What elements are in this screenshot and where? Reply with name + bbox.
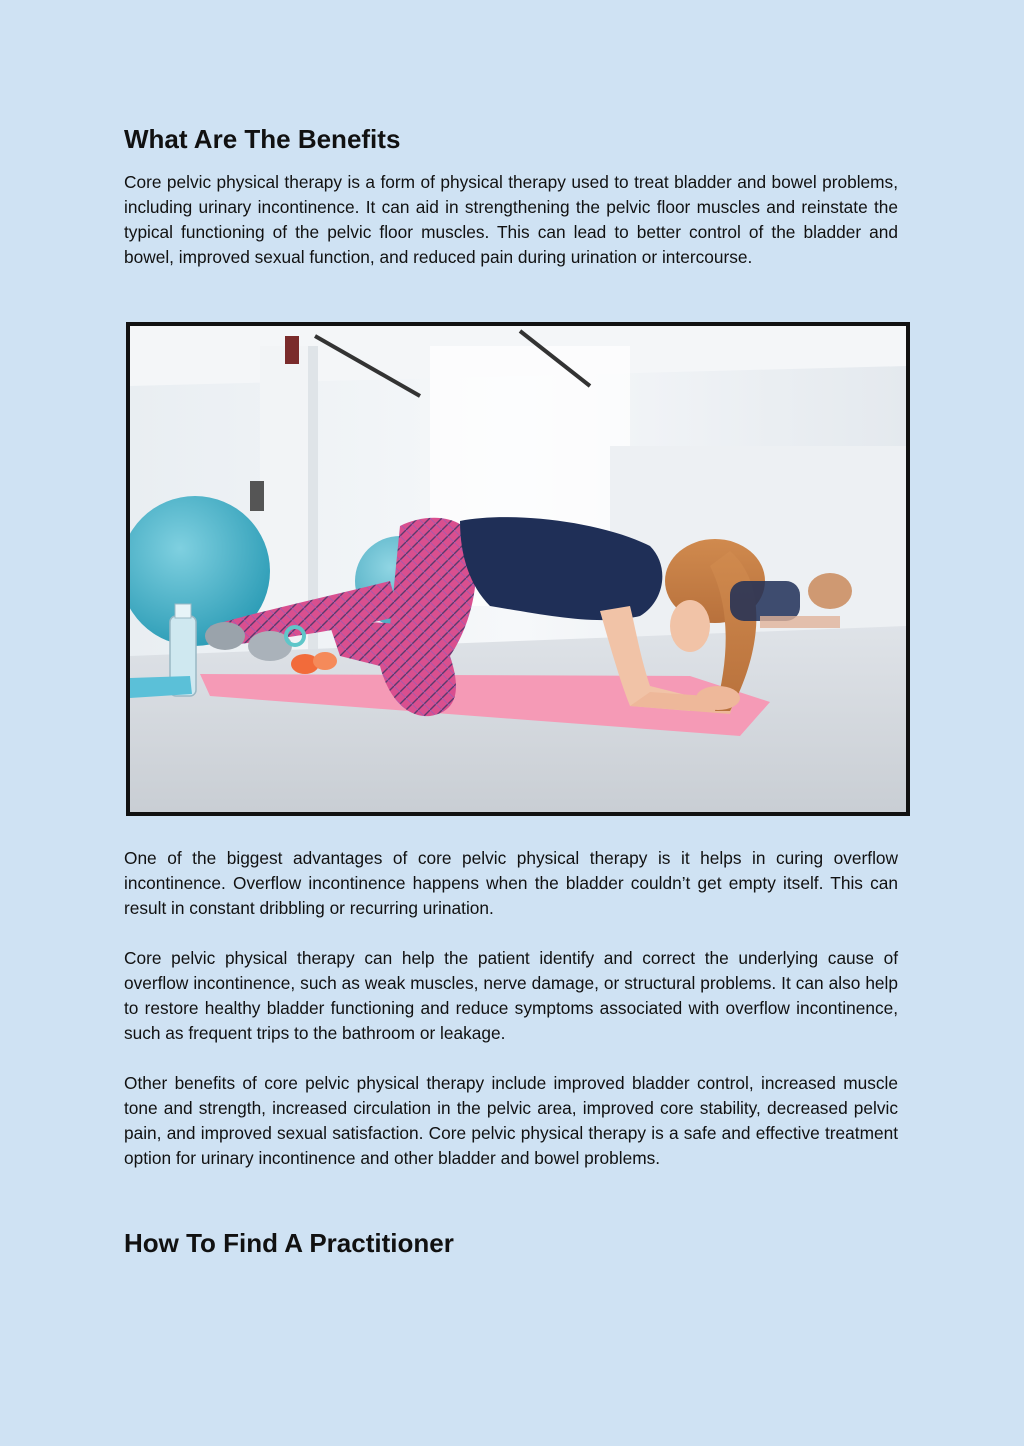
underlying-cause-paragraph: Core pelvic physical therapy can help the patient identify and correct the underlying cause of overflow incontinence, such as weak muscles, nerve damage, or structural problems. It can also help to restore healthy bladder functioning and reduce symptoms associated with overflow incontinence, such as frequent trips to the bathroom or leakage. (124, 948, 898, 1043)
overflow-incontinence-paragraph: One of the biggest advantages of core pelvic physical therapy is it helps in curing overflow incontinence. Overflow incontinence happens when the bladder couldn’t get empty itself. This can result in constant dribbling or recurring urination. (124, 848, 898, 918)
exercise-photo (126, 322, 910, 816)
benefits-heading: What Are The Benefits (124, 124, 401, 154)
benefits-intro-paragraph: Core pelvic physical therapy is a form of physical therapy used to treat bladder and bowel problems, including urinary incontinence. It can aid in strengthening the pelvic floor muscles and reinstate the typical functioning of the pelvic floor muscles. This can lead to better control of the bladder and bowel, improved sexual function, and reduced pain during urination or intercourse. (124, 172, 898, 267)
other-benefits-paragraph: Other benefits of core pelvic physical therapy include improved bladder control, increased muscle tone and strength, increased circulation in the pelvic area, improved core stability, decreased pelvic pain, and improved sexual satisfaction. Core pelvic physical therapy is a safe and effective treatment option for urinary incontinence and other bladder and bowel problems. (124, 1073, 898, 1168)
photo-woman-plank-exercise-icon (130, 326, 906, 812)
find-practitioner-heading: How To Find A Practitioner (124, 1228, 454, 1258)
